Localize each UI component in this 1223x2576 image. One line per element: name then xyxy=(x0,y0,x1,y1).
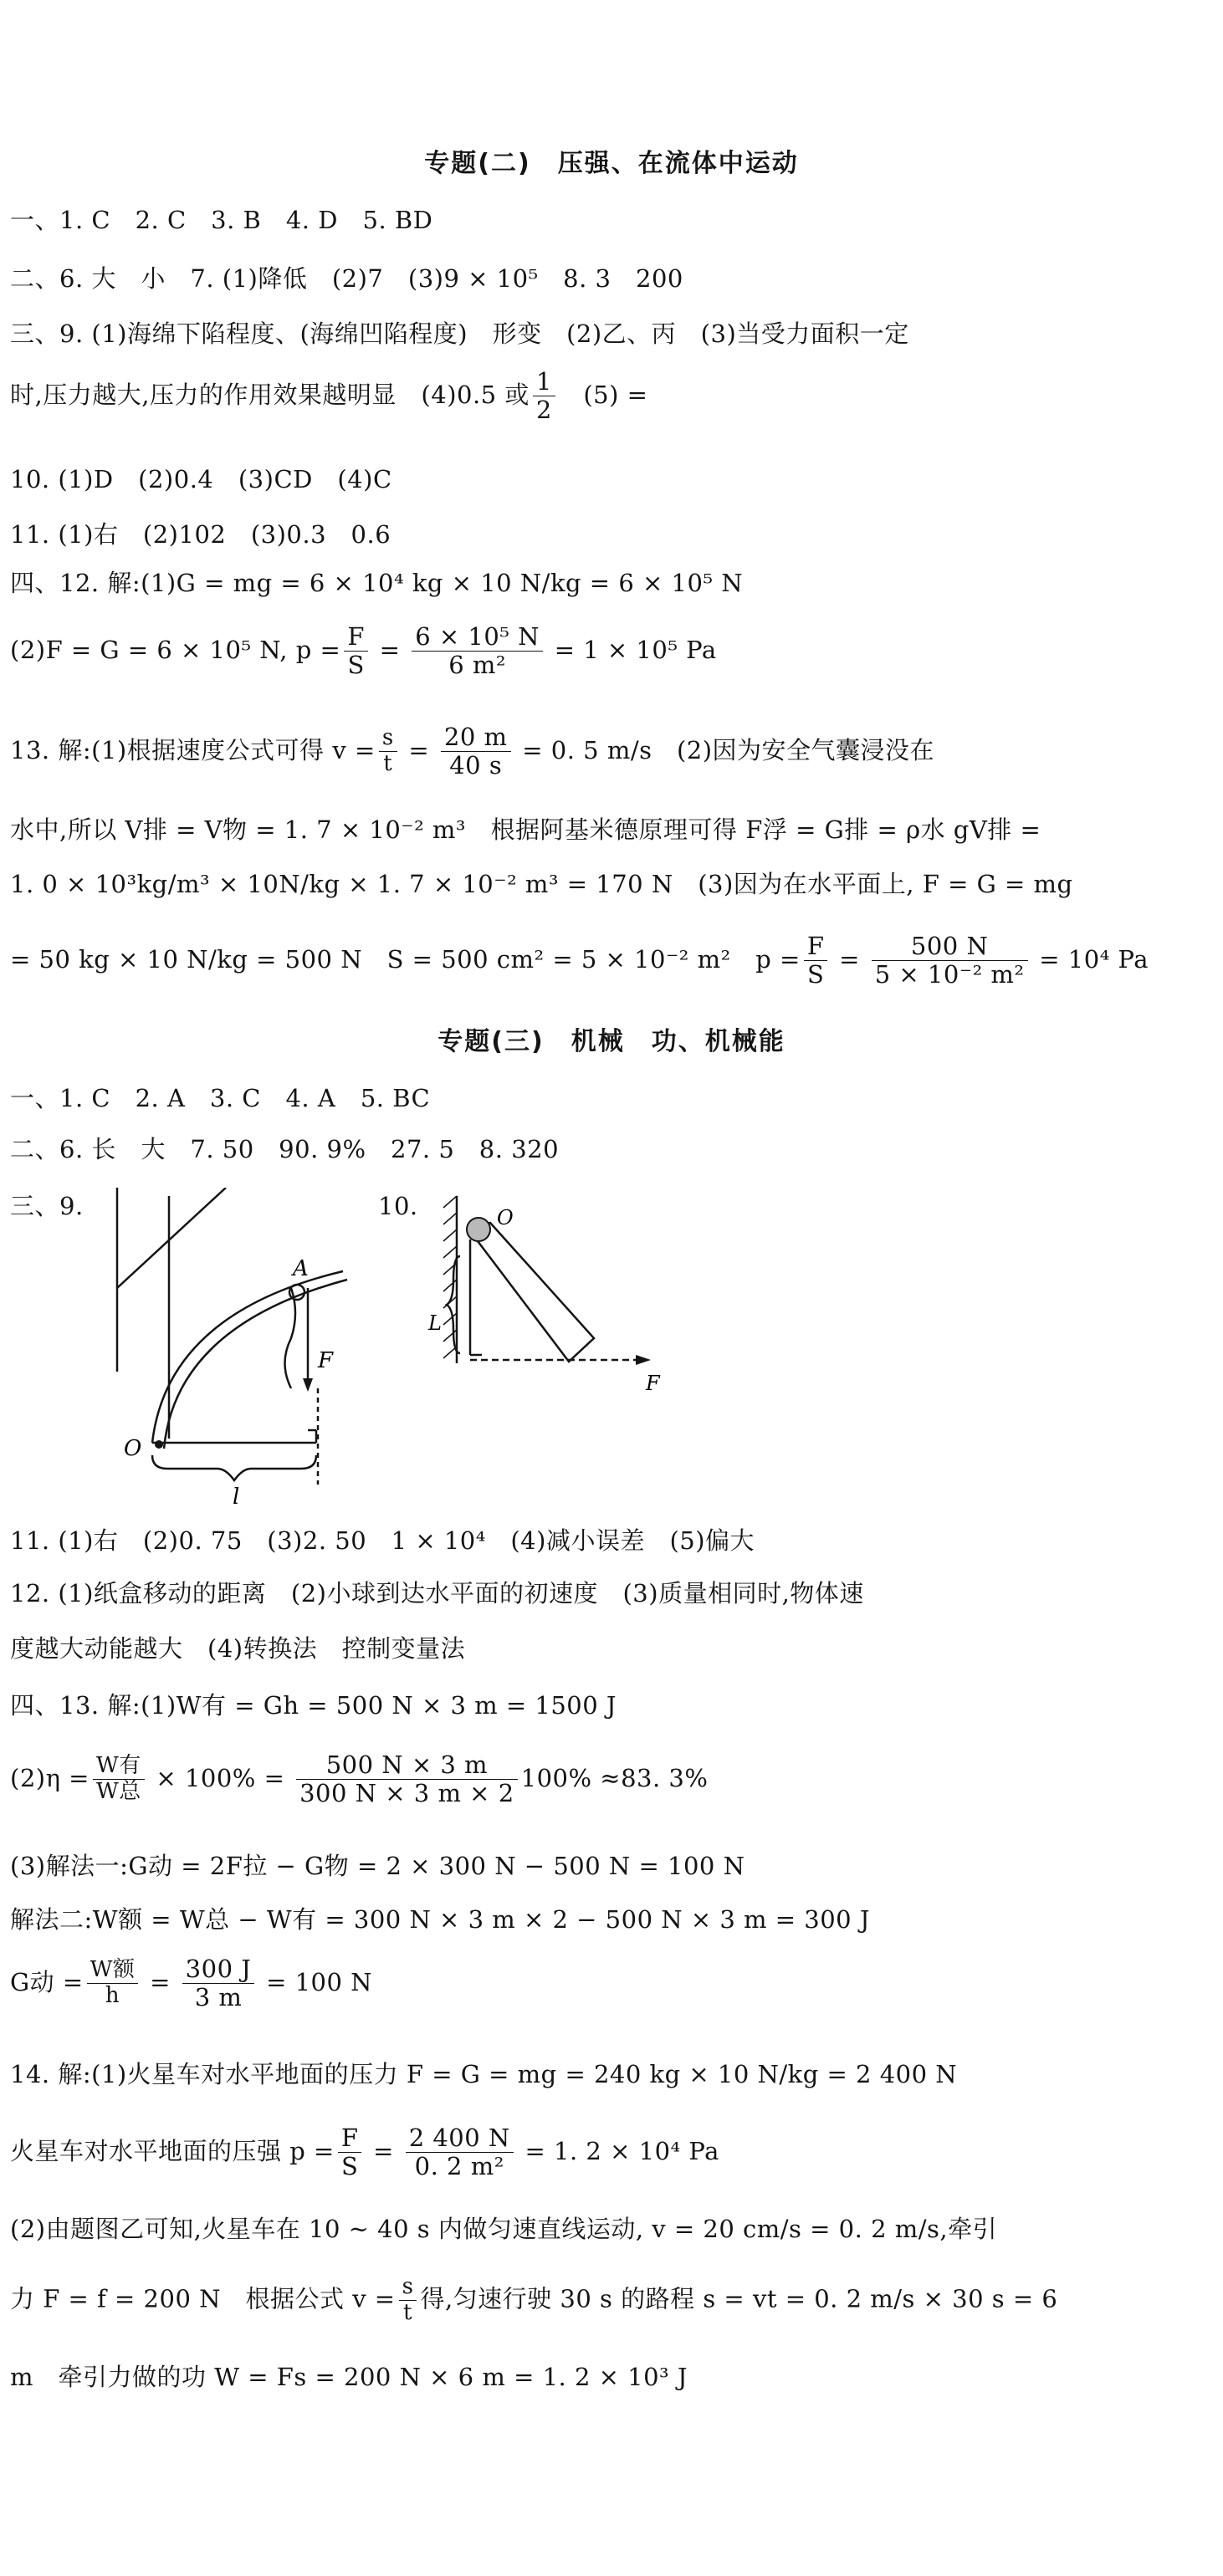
section-2-title: 专题(二) 压强、在流体中运动 xyxy=(424,149,799,178)
equals: = xyxy=(400,735,438,764)
s2-line-11: 1. 0 × 10³kg/m³ × 10N/kg × 1. 7 × 10⁻² m³ = 170 N (3)因为在水平面上, F = G = mg xyxy=(10,870,1073,898)
s3-line-10-text-a: G动 = xyxy=(10,1967,84,1996)
s3-line-7-text-b: 100% ≈83. 3% xyxy=(520,1763,709,1792)
s2-line-12-text-b: = 10⁴ Pa xyxy=(1031,944,1149,974)
s3-line-1: 一、1. C 2. A 3. C 4. A 5. BC xyxy=(10,1084,431,1112)
fraction-num: 1 xyxy=(533,368,555,396)
s3-line-14 xyxy=(10,2275,1190,2326)
fraction-num: s xyxy=(379,726,397,752)
s2-line-10: 水中,所以 V排 = V物 = 1. 7 × 10⁻² m³ 根据阿基米德原理可得 F浮 = G排 = ρ水 gV排 = xyxy=(10,815,1041,844)
s3-line-13: (2)由题图乙可知,火星车在 10 ~ 40 s 内做匀速直线运动, v = 20 cm/s = 0. 2 m/s,牵引 xyxy=(10,2215,998,2243)
force-arrow-head xyxy=(303,1378,313,1392)
s2-line-5: 10. (1)D (2)0.4 (3)CD (4)C xyxy=(10,465,392,493)
s2-line-8-text-b: = 1 × 10⁵ Pa xyxy=(546,635,717,664)
equals: = xyxy=(371,635,409,664)
fraction-den: W总 xyxy=(95,1779,141,1805)
person-figure xyxy=(285,1288,296,1388)
wall-hatching xyxy=(443,1196,457,1358)
s3-line-14-text-a: 力 F = f = 200 N 根据公式 v = xyxy=(10,2284,396,2313)
s3-line-11: 14. 解:(1)火星车对水平地面的压力 F = G = mg = 240 kg × 10 N/kg = 2 400 N xyxy=(10,2060,958,2088)
fraction xyxy=(344,623,368,680)
s2-line-2: 二、6. 大 小 7. (1)降低 (2)7 (3)9 × 10⁵ 8. 3 200 xyxy=(10,264,683,293)
label-F: F xyxy=(318,1348,334,1373)
s3-line-12-text-a: 火星车对水平地面的压强 p = xyxy=(10,2136,335,2165)
s3-line-7-text-a: (2)η = xyxy=(10,1763,90,1792)
figure-q9-diagram xyxy=(92,1188,376,1505)
q9-label: 三、9. xyxy=(10,1192,84,1220)
fraction-den: 40 s xyxy=(449,751,503,780)
fraction-num: 500 N xyxy=(872,933,1028,961)
fraction-den: 300 N × 3 m × 2 xyxy=(299,1779,514,1808)
fraction-num: 500 N × 3 m xyxy=(296,1751,518,1780)
fraction-den: t xyxy=(403,2299,412,2325)
section-3-title: 专题(三) 机械 功、机械能 xyxy=(438,1027,785,1056)
s2-line-9-text-a: 13. 解:(1)根据速度公式可得 v = xyxy=(10,735,376,764)
fraction xyxy=(87,1958,139,2009)
s2-line-4 xyxy=(10,368,1190,425)
length-brace xyxy=(447,1256,460,1353)
s3-line-10 xyxy=(10,1955,1190,2012)
s3-line-14-text-b: 得,匀速行驶 30 s 的路程 s = vt = 0. 2 m/s × 30 s = 6 xyxy=(420,2284,1058,2313)
length-brace xyxy=(152,1455,316,1480)
s3-line-10-text-b: = 100 N xyxy=(258,1967,373,1996)
fraction xyxy=(182,1955,255,2012)
fraction-den: h xyxy=(105,1983,120,2009)
fraction-den: 2 xyxy=(535,396,552,425)
label-l: l xyxy=(233,1485,240,1505)
s3-line-4: 12. (1)纸盒移动的距离 (2)小球到达水平面的初速度 (3)质量相同时,物体速 xyxy=(10,1579,864,1607)
fraction-den: 0. 2 m² xyxy=(414,2152,504,2181)
s2-line-8 xyxy=(10,623,1190,680)
force-arrow-head xyxy=(636,1355,651,1365)
fraction-num: W额 xyxy=(87,1958,139,1984)
s3-line-12 xyxy=(10,2124,1190,2181)
fraction-den: S xyxy=(806,960,825,989)
s3-line-15: m 牵引力做的功 W = Fs = 200 N × 6 m = 1. 2 × 10³ J xyxy=(10,2363,688,2391)
fraction-den: 3 m xyxy=(194,1983,243,2012)
s2-line-3: 三、9. (1)海绵下陷程度、(海绵凹陷程度) 形变 (2)乙、丙 (3)当受力面积一定 xyxy=(10,319,909,348)
fraction-num: 20 m xyxy=(441,723,511,752)
fraction-num: F xyxy=(344,623,368,652)
s2-line-9 xyxy=(10,723,1190,780)
fraction-den: 6 m² xyxy=(448,651,506,680)
q10-label: 10. xyxy=(378,1192,418,1220)
fraction xyxy=(441,723,511,780)
fraction xyxy=(533,368,555,425)
fraction-den: S xyxy=(347,651,365,680)
fraction xyxy=(338,2124,362,2181)
rod-curve-outer xyxy=(152,1271,343,1443)
equals: = xyxy=(141,1967,179,1996)
s3-line-12-text-b: = 1. 2 × 10⁴ Pa xyxy=(516,2136,719,2165)
fraction-den: t xyxy=(383,751,393,777)
s3-line-7 xyxy=(10,1751,1190,1808)
s3-line-8: (3)解法一:G动 = 2F拉 − G物 = 2 × 300 N − 500 N = 100 N xyxy=(10,1852,745,1880)
rope-line xyxy=(117,1188,226,1288)
s2-line-1: 一、1. C 2. C 3. B 4. D 5. BD xyxy=(10,206,433,234)
fraction xyxy=(399,2275,417,2326)
s2-line-7: 四、12. 解:(1)G = mg = 6 × 10⁴ kg × 10 N/kg = 6 × 10⁵ N xyxy=(10,569,744,597)
fraction xyxy=(379,726,397,777)
fraction xyxy=(296,1751,518,1808)
s3-line-2: 二、6. 长 大 7. 50 90. 9% 27. 5 8. 320 xyxy=(10,1135,560,1163)
fraction xyxy=(872,933,1028,989)
fraction xyxy=(804,933,828,989)
fraction xyxy=(412,623,543,680)
fraction-num: F xyxy=(804,933,828,961)
s2-line-9-text-b: = 0. 5 m/s (2)因为安全气囊浸没在 xyxy=(514,735,935,764)
label-A: A xyxy=(293,1256,309,1281)
s3-line-3: 11. (1)右 (2)0. 75 (3)2. 50 1 × 10⁴ (4)减小误差 (5)偏大 xyxy=(10,1526,755,1555)
fraction xyxy=(406,2124,514,2181)
fraction-num: F xyxy=(338,2124,362,2153)
s2-line-6: 11. (1)右 (2)102 (3)0.3 0.6 xyxy=(10,520,391,549)
fraction xyxy=(93,1754,145,1805)
label-F: F xyxy=(646,1372,660,1395)
s2-line-12-text-a: = 50 kg × 10 N/kg = 500 N S = 500 cm² = 5 × 10⁻² m² p = xyxy=(10,944,801,974)
s3-line-7-mid: × 100% = xyxy=(147,1763,294,1792)
figure-q10-diagram xyxy=(427,1188,678,1405)
equals: = xyxy=(831,944,868,974)
fraction-den: S xyxy=(340,2152,359,2181)
fraction-num: 300 J xyxy=(182,1955,255,1984)
equals: = xyxy=(365,2136,402,2165)
label-O: O xyxy=(124,1436,142,1461)
s2-line-4-text-b: (5) = xyxy=(558,380,648,409)
s3-line-6: 四、13. 解:(1)W有 = Gh = 500 N × 3 m = 1500 J xyxy=(10,1691,617,1720)
s2-line-12 xyxy=(10,933,1190,989)
fraction-num: W有 xyxy=(93,1754,145,1780)
fraction-num: 6 × 10⁵ N xyxy=(412,623,543,652)
pivot-point xyxy=(155,1440,163,1449)
label-O: O xyxy=(497,1206,514,1229)
fraction-num: s xyxy=(399,2275,417,2301)
fraction-num: 2 400 N xyxy=(406,2124,514,2153)
s2-line-4-text-a: 时,压力越大,压力的作用效果越明显 (4)0.5 或 xyxy=(10,380,530,409)
door-panel xyxy=(470,1223,594,1362)
fraction-den: 5 × 10⁻² m² xyxy=(874,960,1025,989)
s2-line-8-text-a: (2)F = G = 6 × 10⁵ N, p = xyxy=(10,635,341,664)
label-L: L xyxy=(428,1311,442,1335)
s3-line-5: 度越大动能越大 (4)转换法 控制变量法 xyxy=(10,1634,466,1663)
s3-line-9: 解法二:W额 = W总 − W有 = 300 N × 3 m × 2 − 500 N × 3 m = 300 J xyxy=(10,1905,870,1934)
pivot-ball xyxy=(467,1218,490,1241)
